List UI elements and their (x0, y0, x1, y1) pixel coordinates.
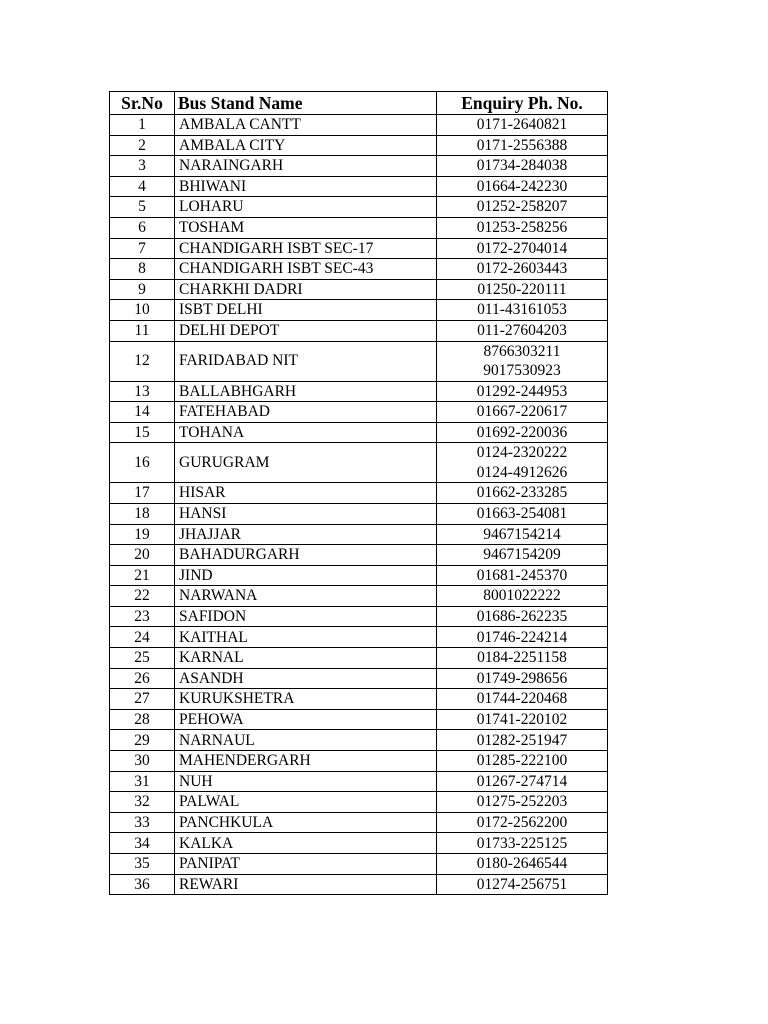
row-enquiry-phone (437, 771, 608, 792)
table-row (110, 483, 608, 504)
row-bus-stand-name: BHIWANI (175, 176, 437, 197)
row-enquiry-phone (437, 341, 608, 381)
phone-number: 01252-258207 (476, 198, 568, 216)
row-enquiry-phone (437, 197, 608, 218)
row-enquiry-phone (437, 238, 608, 259)
phone-number: 8766303211 (483, 342, 561, 360)
table-row (110, 381, 608, 402)
row-bus-stand-name: NARWANA (175, 586, 437, 607)
table-row (110, 771, 608, 792)
phone-number: 01667-220617 (476, 403, 568, 421)
phone-number: 01749-298656 (476, 669, 568, 687)
row-sr-no: 21 (110, 565, 175, 586)
row-enquiry-phone (437, 279, 608, 300)
row-enquiry-phone (437, 259, 608, 280)
row-enquiry-phone (437, 606, 608, 627)
phone-number: 0172-2603443 (476, 260, 568, 278)
row-sr-no: 27 (110, 689, 175, 710)
table-row (110, 176, 608, 197)
phone-number: 0171-2640821 (476, 116, 568, 134)
row-sr-no: 23 (110, 606, 175, 627)
phone-number: 011-43161053 (477, 301, 567, 319)
row-sr-no: 10 (110, 300, 175, 321)
table-body (110, 115, 608, 895)
row-bus-stand-name: NUH (175, 771, 437, 792)
table-row (110, 730, 608, 751)
row-bus-stand-name: PANIPAT (175, 854, 437, 875)
row-sr-no: 35 (110, 854, 175, 875)
phone-number: 01681-245370 (476, 566, 568, 584)
row-bus-stand-name: KALKA (175, 833, 437, 854)
row-sr-no: 20 (110, 545, 175, 566)
row-enquiry-phone (437, 709, 608, 730)
table-row (110, 115, 608, 136)
row-enquiry-phone (437, 565, 608, 586)
row-sr-no: 18 (110, 503, 175, 524)
table-row (110, 668, 608, 689)
row-bus-stand-name: HANSI (175, 503, 437, 524)
row-enquiry-phone (437, 751, 608, 772)
row-enquiry-phone (437, 443, 608, 483)
bus-stand-enquiry-table (109, 91, 608, 895)
row-bus-stand-name: TOSHAM (175, 217, 437, 238)
row-enquiry-phone (437, 730, 608, 751)
row-bus-stand-name: AMBALA CANTT (175, 115, 437, 136)
row-bus-stand-name: PALWAL (175, 792, 437, 813)
row-enquiry-phone (437, 176, 608, 197)
table-header-row (110, 92, 608, 115)
table-row (110, 812, 608, 833)
phone-number: 01250-220111 (477, 280, 567, 298)
row-bus-stand-name: ASANDH (175, 668, 437, 689)
header-bus-stand-name: Bus Stand Name (175, 92, 437, 115)
phone-number: 01733-225125 (476, 834, 568, 852)
table-row (110, 422, 608, 443)
row-sr-no: 34 (110, 833, 175, 854)
row-bus-stand-name: REWARI (175, 874, 437, 895)
phone-number: 01692-220036 (476, 423, 568, 441)
phone-number: 01734-284038 (476, 157, 568, 175)
row-sr-no: 11 (110, 320, 175, 341)
row-bus-stand-name: GURUGRAM (175, 443, 437, 483)
row-sr-no: 8 (110, 259, 175, 280)
header-enquiry-phone: Enquiry Ph. No. (437, 92, 608, 115)
phone-number: 01275-252203 (476, 793, 568, 811)
row-bus-stand-name: PANCHKULA (175, 812, 437, 833)
row-sr-no: 33 (110, 812, 175, 833)
row-bus-stand-name: MAHENDERGARH (175, 751, 437, 772)
row-bus-stand-name: NARNAUL (175, 730, 437, 751)
table-row (110, 341, 608, 381)
row-sr-no: 25 (110, 648, 175, 669)
phone-number: 9467154209 (483, 546, 561, 564)
row-bus-stand-name: CHANDIGARH ISBT SEC-17 (175, 238, 437, 259)
table-row (110, 443, 608, 483)
table-row (110, 586, 608, 607)
row-enquiry-phone (437, 503, 608, 524)
row-bus-stand-name: FARIDABAD NIT (175, 341, 437, 381)
phone-number: 9017530923 (483, 362, 561, 380)
row-enquiry-phone (437, 833, 608, 854)
row-enquiry-phone (437, 874, 608, 895)
table-row (110, 524, 608, 545)
row-enquiry-phone (437, 648, 608, 669)
row-bus-stand-name: NARAINGARH (175, 156, 437, 177)
row-bus-stand-name: KURUKSHETRA (175, 689, 437, 710)
row-sr-no: 31 (110, 771, 175, 792)
row-enquiry-phone (437, 627, 608, 648)
table-row (110, 402, 608, 423)
row-enquiry-phone (437, 156, 608, 177)
table-row (110, 709, 608, 730)
table-row (110, 156, 608, 177)
row-sr-no: 19 (110, 524, 175, 545)
table-row (110, 854, 608, 875)
table-row (110, 217, 608, 238)
table-row (110, 627, 608, 648)
table-row (110, 689, 608, 710)
row-bus-stand-name: PEHOWA (175, 709, 437, 730)
row-bus-stand-name: BALLABHGARH (175, 381, 437, 402)
table-row (110, 545, 608, 566)
table-row (110, 300, 608, 321)
row-bus-stand-name: SAFIDON (175, 606, 437, 627)
row-enquiry-phone (437, 115, 608, 136)
table-row (110, 503, 608, 524)
row-enquiry-phone (437, 135, 608, 156)
row-enquiry-phone (437, 483, 608, 504)
phone-number: 0180-2646544 (476, 855, 568, 873)
phone-number: 0171-2556388 (476, 136, 568, 154)
phone-number: 01267-274714 (476, 772, 568, 790)
row-sr-no: 4 (110, 176, 175, 197)
phone-number: 01662-233285 (476, 484, 568, 502)
row-enquiry-phone (437, 381, 608, 402)
row-bus-stand-name: FATEHABAD (175, 402, 437, 423)
phone-number: 01686-262235 (476, 607, 568, 625)
phone-number: 0124-2320222 (476, 444, 568, 462)
table-row (110, 320, 608, 341)
table-row (110, 135, 608, 156)
row-bus-stand-name: AMBALA CITY (175, 135, 437, 156)
phone-number: 01664-242230 (476, 177, 568, 195)
row-enquiry-phone (437, 812, 608, 833)
row-sr-no: 6 (110, 217, 175, 238)
row-sr-no: 14 (110, 402, 175, 423)
row-sr-no: 1 (110, 115, 175, 136)
phone-number: 9467154214 (483, 525, 561, 543)
row-sr-no: 7 (110, 238, 175, 259)
row-sr-no: 29 (110, 730, 175, 751)
row-sr-no: 26 (110, 668, 175, 689)
row-sr-no: 28 (110, 709, 175, 730)
row-sr-no: 3 (110, 156, 175, 177)
row-bus-stand-name: KAITHAL (175, 627, 437, 648)
row-sr-no: 15 (110, 422, 175, 443)
table-row (110, 259, 608, 280)
header-sr-no: Sr.No (110, 92, 175, 115)
table-row (110, 238, 608, 259)
row-bus-stand-name: HISAR (175, 483, 437, 504)
row-sr-no: 36 (110, 874, 175, 895)
table-row (110, 833, 608, 854)
table-row (110, 874, 608, 895)
row-bus-stand-name: KARNAL (175, 648, 437, 669)
table-row (110, 197, 608, 218)
row-sr-no: 17 (110, 483, 175, 504)
row-enquiry-phone (437, 586, 608, 607)
phone-number: 8001022222 (483, 587, 561, 605)
table-row (110, 606, 608, 627)
phone-number: 01253-258256 (476, 219, 568, 237)
phone-number: 01744-220468 (476, 690, 568, 708)
row-sr-no: 22 (110, 586, 175, 607)
row-enquiry-phone (437, 320, 608, 341)
row-bus-stand-name: JIND (175, 565, 437, 586)
table-row (110, 792, 608, 813)
row-bus-stand-name: JHAJJAR (175, 524, 437, 545)
phone-number: 0184-2251158 (477, 649, 567, 667)
row-enquiry-phone (437, 422, 608, 443)
row-sr-no: 30 (110, 751, 175, 772)
table-row (110, 751, 608, 772)
phone-number: 01282-251947 (476, 731, 568, 749)
row-enquiry-phone (437, 524, 608, 545)
row-sr-no: 16 (110, 443, 175, 483)
phone-number: 011-27604203 (477, 322, 567, 340)
row-enquiry-phone (437, 689, 608, 710)
table-row (110, 648, 608, 669)
row-enquiry-phone (437, 668, 608, 689)
row-enquiry-phone (437, 300, 608, 321)
row-bus-stand-name: CHANDIGARH ISBT SEC-43 (175, 259, 437, 280)
phone-number: 0172-2562200 (476, 813, 568, 831)
row-bus-stand-name: DELHI DEPOT (175, 320, 437, 341)
row-enquiry-phone (437, 217, 608, 238)
table-row (110, 565, 608, 586)
row-bus-stand-name: CHARKHI DADRI (175, 279, 437, 300)
row-bus-stand-name: LOHARU (175, 197, 437, 218)
phone-number: 01292-244953 (476, 382, 568, 400)
row-enquiry-phone (437, 402, 608, 423)
phone-number: 01741-220102 (476, 710, 568, 728)
phone-number: 0124-4912626 (476, 463, 568, 481)
phone-number: 01663-254081 (476, 505, 568, 522)
phone-number: 01274-256751 (476, 875, 568, 893)
phone-number: 0172-2704014 (476, 239, 568, 257)
row-enquiry-phone (437, 854, 608, 875)
row-sr-no: 13 (110, 381, 175, 402)
row-sr-no: 12 (110, 341, 175, 381)
row-bus-stand-name: ISBT DELHI (175, 300, 437, 321)
row-sr-no: 32 (110, 792, 175, 813)
phone-number: 01285-222100 (476, 752, 568, 770)
row-enquiry-phone (437, 545, 608, 566)
row-enquiry-phone (437, 792, 608, 813)
row-bus-stand-name: TOHANA (175, 422, 437, 443)
row-bus-stand-name: BAHADURGARH (175, 545, 437, 566)
phone-number: 01746-224214 (476, 628, 568, 646)
row-sr-no: 9 (110, 279, 175, 300)
row-sr-no: 24 (110, 627, 175, 648)
table-row (110, 279, 608, 300)
row-sr-no: 2 (110, 135, 175, 156)
row-sr-no: 5 (110, 197, 175, 218)
